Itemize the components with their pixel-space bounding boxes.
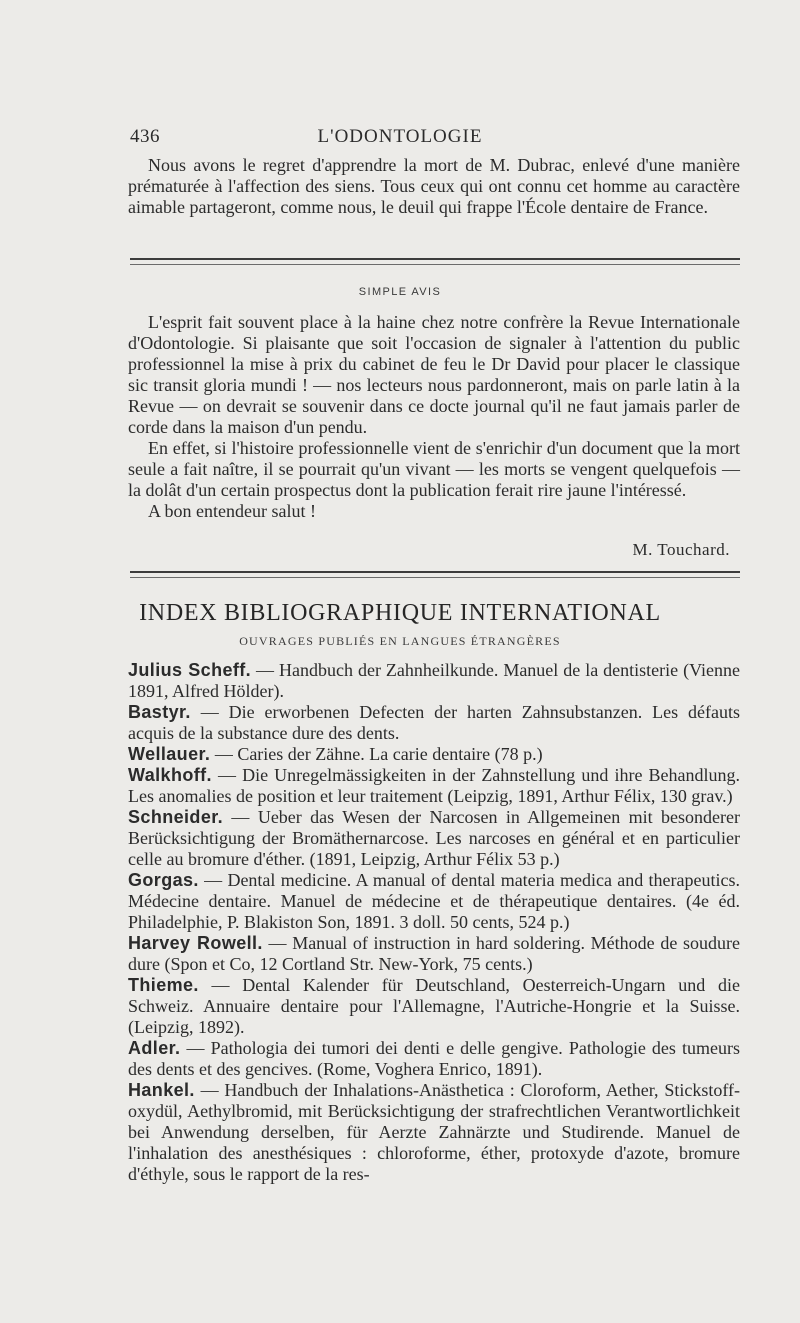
entry-author: Harvey Rowell. bbox=[128, 933, 263, 953]
entry-text: — Ueber das Wesen der Narcosen in Allgemeinen mit besonderer Berücksichtigung der Bromäthernarcose. Les narcoses en général et en particulier celle au bromure d'éther. (1891, Leipzig, Arthur Félix 53 p.) bbox=[128, 807, 740, 869]
entry-author: Thieme. bbox=[128, 975, 199, 995]
index-subtitle: OUVRAGES PUBLIÉS EN LANGUES ÉTRANGÈRES bbox=[239, 634, 561, 648]
entry-text: — Manual of instruction in hard soldering. Méthode de soudure dure (Spon et Co, 12 Cortland Str. New-York, 75 cents.) bbox=[128, 933, 740, 974]
index-entry bbox=[128, 807, 740, 870]
index-entry bbox=[128, 1038, 740, 1080]
simple-avis-label: SIMPLE AVIS bbox=[358, 286, 442, 298]
simple-avis-paragraph-2: En effet, si l'histoire professionnelle vient de s'enrichir d'un document que la mort seule a fait naître, il se pourrait qu'un vivant — les morts se vengent quelquefois — la dolât d'un certain prospectus dont la publication ferait rire jaune l'intéressé. bbox=[128, 438, 740, 500]
index-title: INDEX BIBLIOGRAPHIQUE INTERNATIONAL bbox=[139, 600, 661, 626]
index-entry bbox=[128, 1080, 740, 1185]
entry-text: — Dental medicine. A manual of dental materia medica and therapeutics. Médecine dentaire. Manuel de médecine et de thérapeutique dentaires. (4e éd. Philadelphie, P. Blakiston Son, 1891. 3 doll. 50 cents, 524 p.) bbox=[128, 870, 740, 932]
simple-avis-paragraph-3: A bon entendeur salut ! bbox=[148, 501, 316, 521]
entry-author: Bastyr. bbox=[128, 702, 191, 722]
index-entry bbox=[128, 765, 740, 807]
entry-text: — Pathologia dei tumori dei denti e delle gengive. Pathologie des tumeurs des dents et des gencives. (Rome, Voghera Enrico, 1891). bbox=[128, 1038, 740, 1079]
entry-author: Hankel. bbox=[128, 1080, 195, 1100]
index-entry bbox=[128, 933, 740, 975]
entry-text: — Die Unregelmässigkeiten in der Zahnstellung und ihre Behandlung. Les anomalies de position et leur traitement (Leipzig, 1891, Arthur Félix, 130 grav.) bbox=[128, 765, 740, 806]
entry-text: — Caries der Zähne. La carie dentaire (78 p.) bbox=[210, 744, 543, 764]
entry-author: Gorgas. bbox=[128, 870, 199, 890]
entry-author: Adler. bbox=[128, 1038, 181, 1058]
entry-text: — Die erworbenen Defecten der harten Zahnsubstanzen. Les défauts acquis de la substance dure des dents. bbox=[128, 702, 740, 743]
entry-text: — Handbuch der Zahnheilkunde. Manuel de la dentisterie (Vienne 1891, Alfred Hölder). bbox=[128, 660, 740, 701]
entry-text: — Dental Kalender für Deutschland, Oesterreich-Ungarn und die Schweiz. Annuaire dentaire pour l'Allemagne, l'Autriche-Hongrie et la Suisse. (Leipzig, 1892). bbox=[128, 975, 740, 1037]
entry-text: — Handbuch der Inhalations-Anästhetica : Cloroform, Aether, Stickstoff-oxydül, Aethylbromid, mit Berücksichtigung der strafrechtlichen Verantwortlichkeit bei Anwendung derselben, für Aerzte Zahnärzte und Studirende. Manuel de l'inhalation des anesthésiques : chloroforme, éther, protoxyde d'azote, bromure d'éthyle, sous le rapport de la res- bbox=[128, 1080, 740, 1184]
section-divider-bottom bbox=[130, 571, 740, 578]
index-entry bbox=[128, 975, 740, 1038]
simple-avis-signature: M. Touchard. bbox=[632, 540, 730, 559]
entry-author: Julius Scheff. bbox=[128, 660, 252, 680]
entry-author: Wellauer. bbox=[128, 744, 211, 764]
intro-paragraph: Nous avons le regret d'apprendre la mort de M. Dubrac, enlevé d'une manière prématurée à l'affection des siens. Tous ceux qui ont connu cet homme au caractère aimable partageront, comme nous, le deuil qui frappe l'École dentaire de France. bbox=[128, 155, 740, 217]
index-entries bbox=[128, 660, 740, 1185]
page-number: 436 bbox=[130, 126, 160, 147]
simple-avis-section bbox=[128, 312, 740, 522]
intro-section bbox=[128, 155, 740, 218]
index-entry bbox=[128, 870, 740, 933]
index-entry bbox=[128, 660, 740, 702]
entry-author: Walkhoff. bbox=[128, 765, 212, 785]
section-divider-top bbox=[130, 258, 740, 265]
index-entry bbox=[128, 744, 740, 765]
running-title: L'ODONTOLOGIE bbox=[317, 126, 483, 147]
simple-avis-paragraph-1: L'esprit fait souvent place à la haine chez notre confrère la Revue Internationale d'Odontologie. Si plaisante que soit l'occasion de signaler à l'attention du public professionnel la mise à prix du cabinet de feu le Dr David pour placer le classique sic transit gloria mundi ! — nos lecteurs nous pardonneront, mais on parle latin à la Revue — on devrait se souvenir dans ce docte journal qu'il ne faut jamais parler de corde dans la maison d'un pendu. bbox=[128, 312, 740, 437]
index-entry bbox=[128, 702, 740, 744]
entry-author: Schneider. bbox=[128, 807, 224, 827]
